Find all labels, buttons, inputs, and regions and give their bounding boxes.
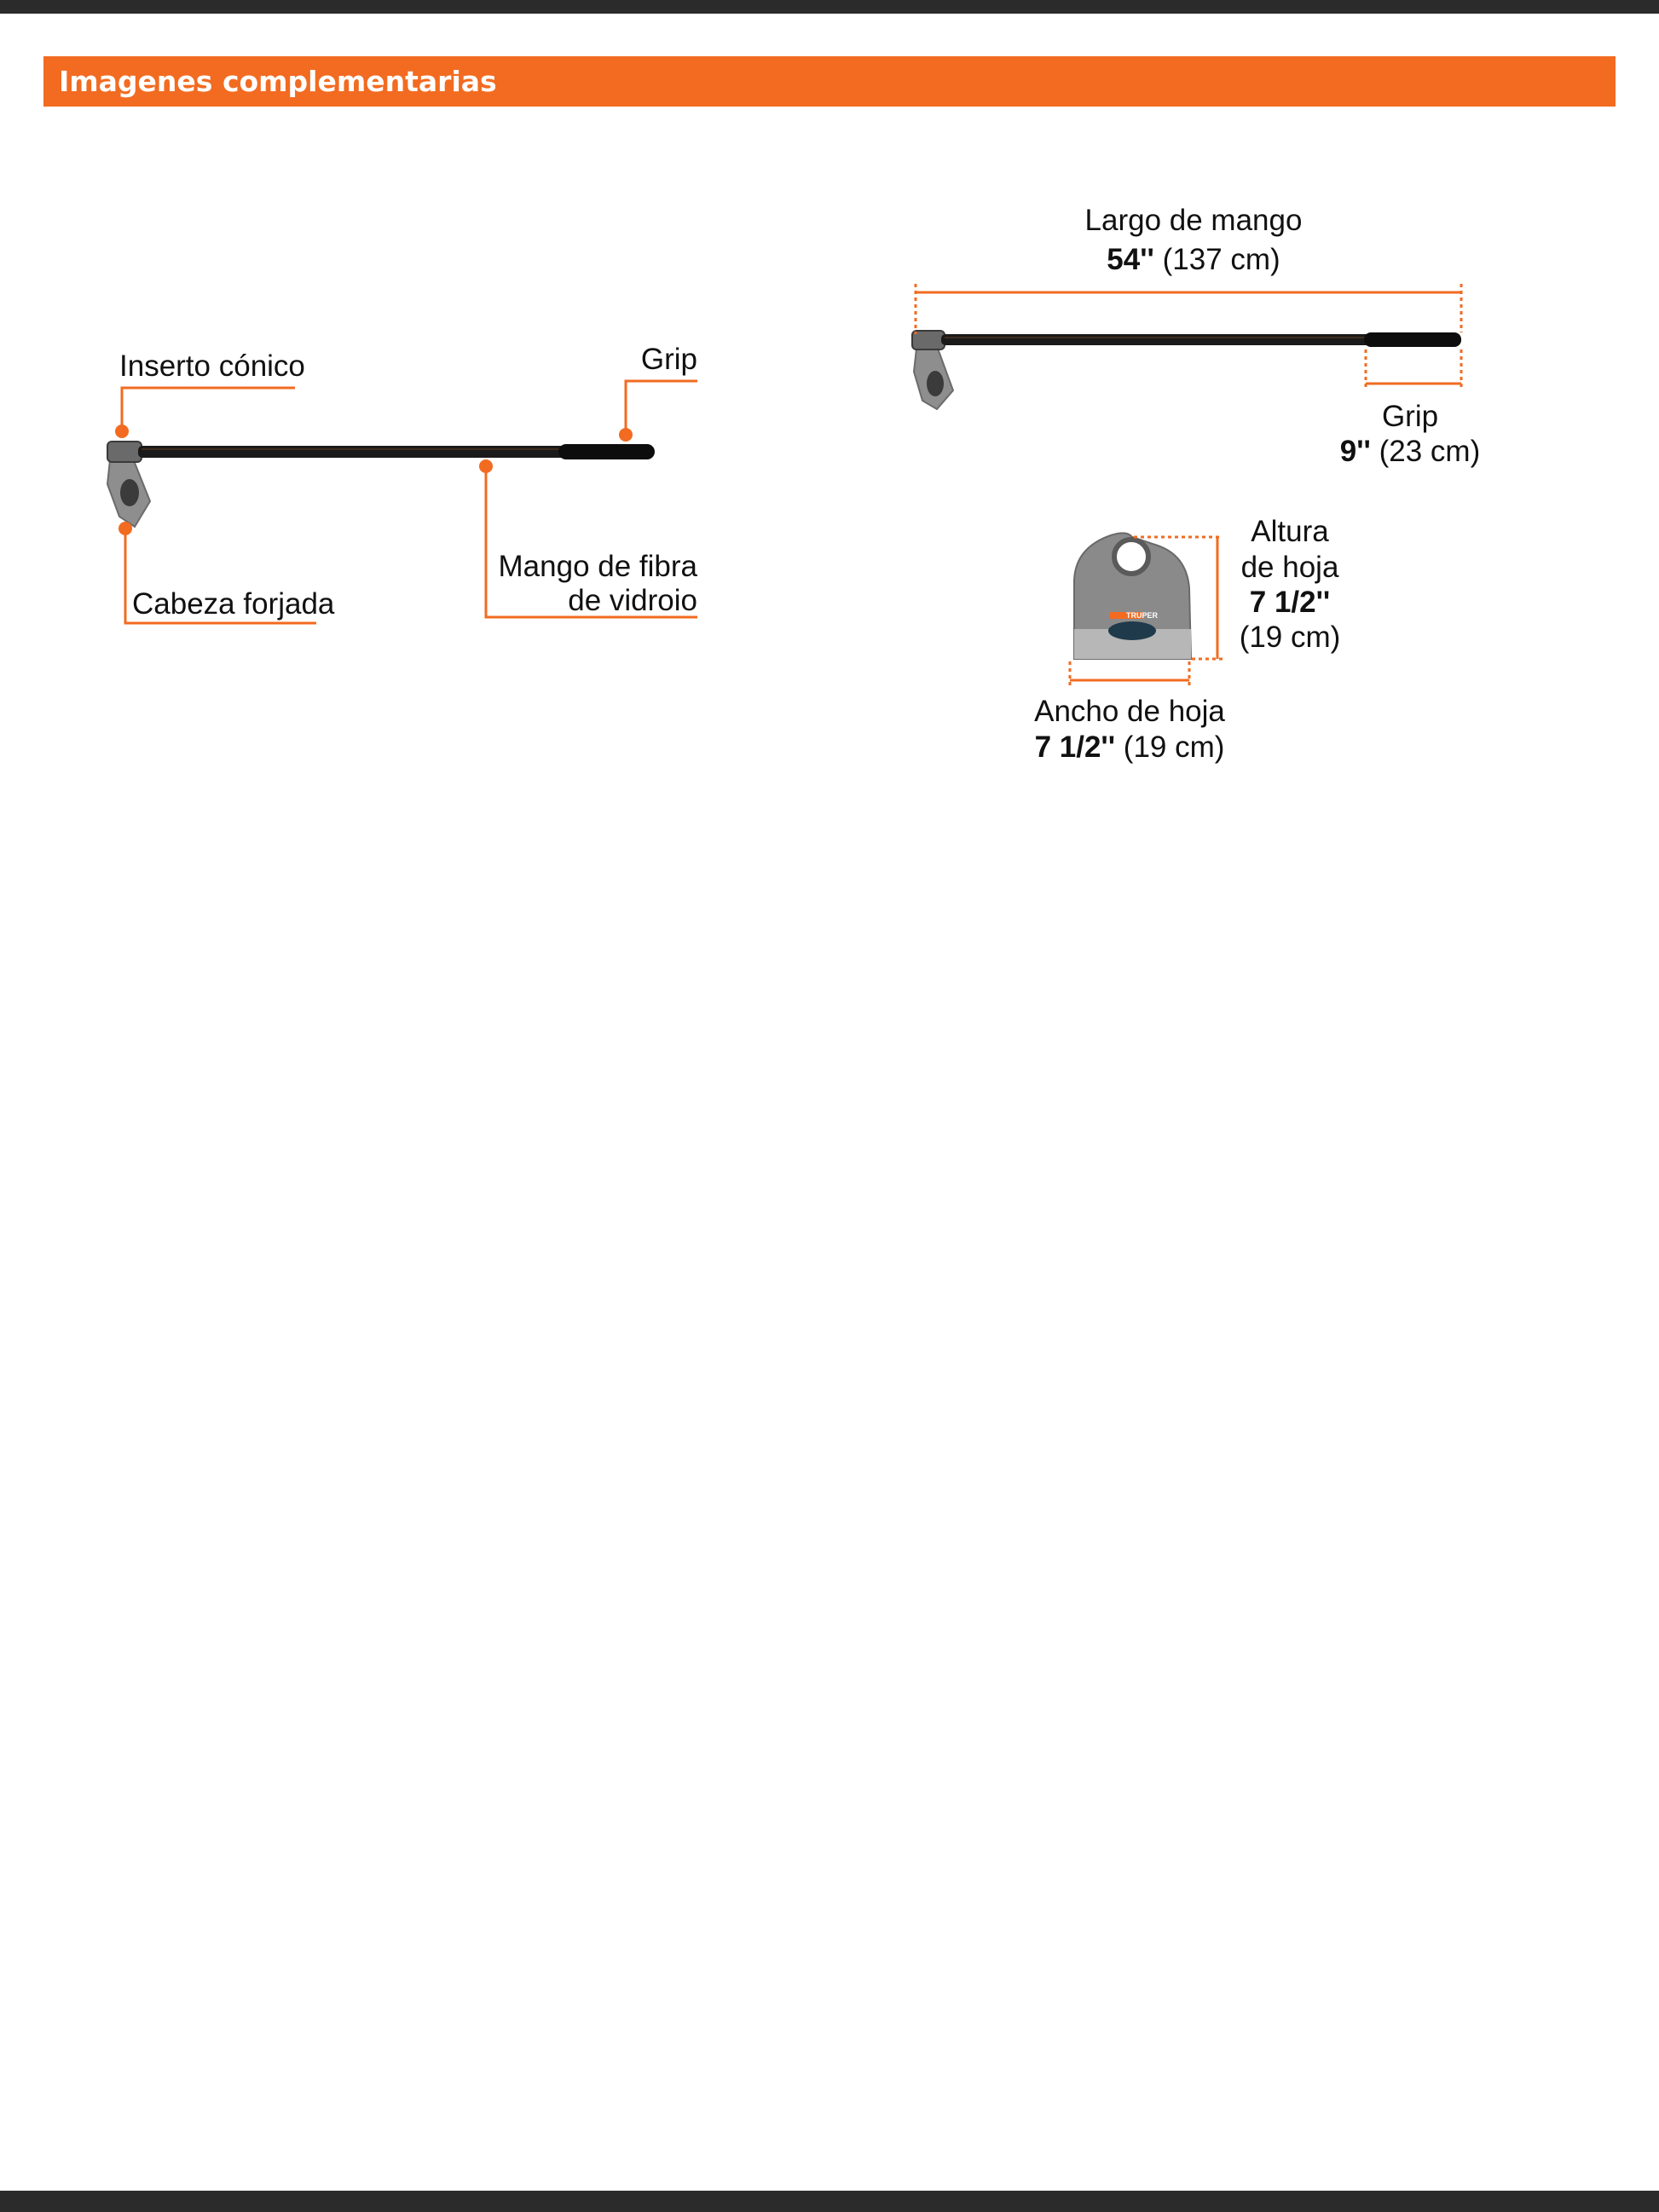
dim-hoe-collar — [912, 331, 945, 349]
dimension-blade-width — [1034, 661, 1225, 764]
hoe-collar — [107, 442, 142, 462]
labeled-hoe-illustration — [107, 442, 655, 527]
callout-mango-label-line1: Mango de fibra — [498, 550, 697, 583]
blade-height-label-line1: Altura — [1251, 515, 1329, 548]
callout-mango — [479, 459, 698, 617]
svg-text:9'' (23 cm) — [1340, 435, 1480, 468]
grip-dimension-label: Grip — [1381, 400, 1439, 433]
hoe-blade-label — [120, 479, 139, 506]
dim-hoe-handle — [941, 334, 1376, 345]
grip-dimension-imperial: 9'' — [1339, 435, 1371, 468]
blade-height-imperial: 7 1/2'' — [1249, 586, 1331, 619]
section-title: Imagenes complementarias — [59, 65, 497, 98]
blade-eye — [1114, 540, 1148, 574]
grip-dimension-metric: (23 cm) — [1379, 435, 1481, 468]
svg-text:54'' (137 cm) — [1107, 243, 1280, 276]
dim-hoe-grip — [1364, 332, 1461, 347]
dimension-grip — [1340, 349, 1480, 468]
callout-grip — [619, 343, 697, 442]
blade-brand: TRUPER — [1126, 611, 1159, 620]
blade-width-label: Ancho de hoja — [1034, 695, 1225, 728]
blade-width-imperial: 7 1/2'' — [1034, 731, 1116, 764]
dim-hoe-blade-label — [927, 371, 944, 396]
handle-length-metric: (137 cm) — [1162, 243, 1280, 276]
blade-width-metric: (19 cm) — [1123, 731, 1225, 764]
callout-inserto — [115, 349, 305, 438]
callout-cabeza-label: Cabeza forjada — [132, 587, 335, 621]
callout-mango-label-line2: de vidroio — [568, 584, 697, 617]
handle-length-imperial: 54'' — [1107, 243, 1154, 276]
blade-height-metric: (19 cm) — [1239, 621, 1341, 654]
hoe-grip — [558, 444, 655, 459]
dimension-handle-length — [916, 204, 1461, 334]
svg-text:7 1/2'' (19 cm) — [1035, 731, 1225, 764]
dimension-hoe-illustration — [912, 331, 1461, 409]
callout-inserto-label: Inserto cónico — [119, 349, 305, 383]
bottom-bar — [0, 2191, 1659, 2212]
blade-height-label-line2: de hoja — [1240, 551, 1339, 584]
blade-sticker — [1108, 621, 1156, 640]
blade-detail-illustration — [1074, 533, 1191, 659]
callout-cabeza — [118, 522, 335, 623]
handle-length-label: Largo de mango — [1084, 204, 1303, 237]
hoe-handle — [138, 446, 569, 458]
callout-grip-label: Grip — [640, 343, 697, 376]
